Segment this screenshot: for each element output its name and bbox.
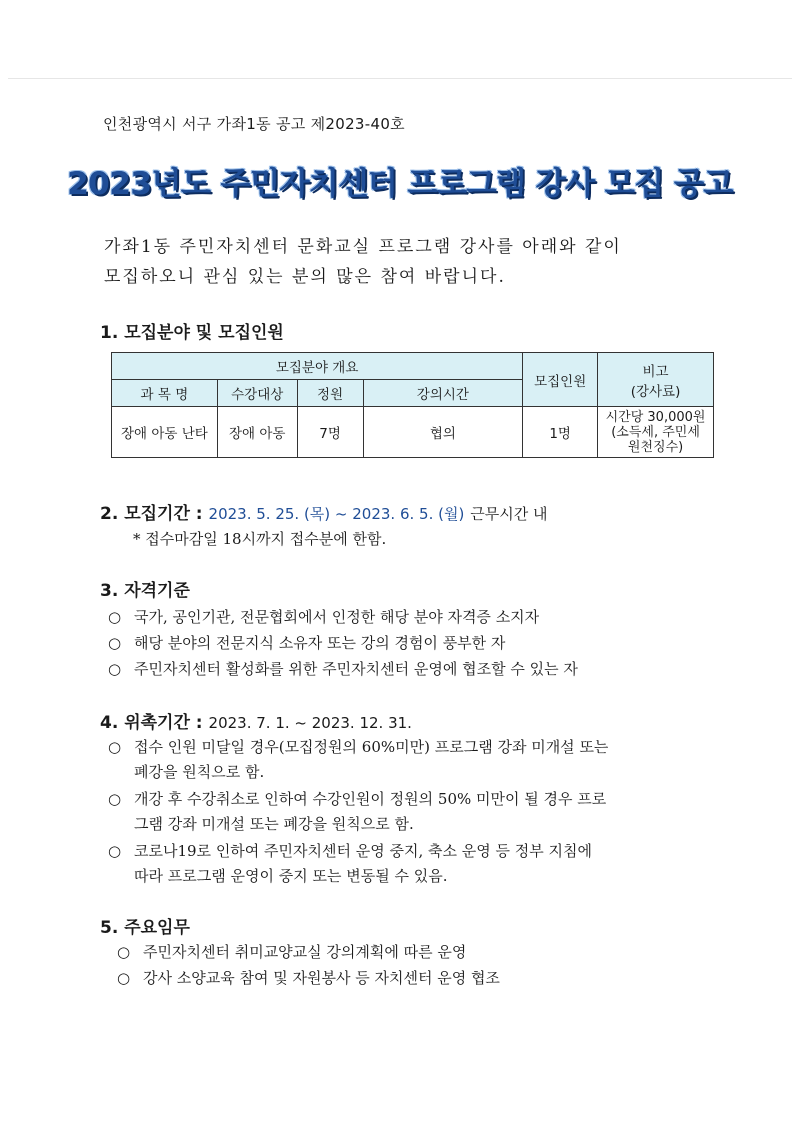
list-item-continuation: 폐강을 원칙으로 함. [134, 763, 265, 781]
top-divider [8, 78, 792, 79]
cell-subject: 장애 아동 난타 [112, 407, 218, 458]
cell-target: 장애 아동 [217, 407, 297, 458]
cell-capacity: 7명 [297, 407, 363, 458]
cell-time: 협의 [363, 407, 523, 458]
table-header-target: 수강대상 [217, 380, 297, 407]
circle-bullet-icon: ○ [108, 790, 122, 808]
section-1-heading: 1. 모집분야 및 모집인원 [100, 323, 284, 343]
intro-line-2: 모집하오니 관심 있는 분의 많은 참여 바랍니다. [104, 267, 506, 287]
section-5-heading: 5. 주요임무 [100, 918, 190, 938]
appointment-period: 2023. 7. 1. ~ 2023. 12. 31. [208, 714, 412, 732]
list-item-continuation: 따라 프로그램 운영이 중지 또는 변동될 수 있음. [134, 867, 448, 885]
cell-note [598, 407, 714, 458]
section-2 [100, 499, 547, 524]
table-header-capacity: 정원 [297, 380, 363, 407]
section-4-heading: 4. 위촉기간 : [100, 713, 203, 733]
circle-bullet-icon: ○ [108, 634, 122, 652]
circle-bullet-icon: ○ [108, 608, 122, 626]
cell-recruits: 1명 [523, 407, 598, 458]
circle-bullet-icon: ○ [117, 969, 131, 987]
list-item-continuation: 그램 강좌 미개설 또는 폐강을 원칙으로 함. [134, 815, 414, 833]
note-line-2: (소득세, 주민세 [611, 424, 700, 440]
list-item: ○ 강사 소양교육 참여 및 자원봉사 등 자치센터 운영 협조 [117, 969, 500, 987]
circle-bullet-icon: ○ [108, 738, 122, 756]
page-title: 2023년도 주민자치센터 프로그램 강사 모집 공고 [67, 166, 733, 202]
section-3-heading: 3. 자격기준 [100, 581, 190, 601]
list-item: ○ 개강 후 수강취소로 인하여 수강인원이 정원의 50% 미만이 될 경우 프로 [108, 790, 607, 808]
intro-paragraph [104, 232, 724, 292]
circle-bullet-icon: ○ [108, 842, 122, 860]
table-header-subject: 과 목 명 [112, 380, 218, 407]
table-header-note [598, 353, 714, 407]
notice-number: 인천광역시 서구 가좌1동 공고 제2023-40호 [103, 115, 405, 133]
list-item: ○ 해당 분야의 전문지식 소유자 또는 강의 경험이 풍부한 자 [108, 634, 506, 652]
note-line-3: 원천징수) [627, 439, 684, 455]
recruit-period-suffix: 근무시간 내 [470, 505, 548, 523]
list-item: ○ 접수 인원 미달일 경우(모집정원의 60%미만) 프로그램 강좌 미개설 또는 [108, 738, 609, 756]
section-4 [100, 708, 412, 733]
intro-line-1: 가좌1동 주민자치센터 문화교실 프로그램 강사를 아래와 같이 [104, 237, 622, 257]
table-header-recruits: 모집인원 [523, 353, 598, 407]
list-item: ○ 국가, 공인기관, 전문협회에서 인정한 해당 분야 자격증 소지자 [108, 608, 540, 626]
list-item: ○ 코로나19로 인하여 주민자치센터 운영 중지, 축소 운영 등 정부 지침에 [108, 842, 593, 860]
section-2-heading: 2. 모집기간 : [100, 504, 203, 524]
table-group-header: 모집분야 개요 [112, 353, 523, 380]
deadline-note: * 접수마감일 18시까지 접수분에 한함. [133, 530, 387, 548]
table-header-time: 강의시간 [363, 380, 523, 407]
list-item: ○ 주민자치센터 활성화를 위한 주민자치센터 운영에 협조할 수 있는 자 [108, 660, 578, 678]
list-item: ○ 주민자치센터 취미교양교실 강의계획에 따른 운영 [117, 943, 467, 961]
note-line-1: 시간당 30,000원 [605, 409, 706, 425]
recruit-period: 2023. 5. 25. (목) ~ 2023. 6. 5. (월) [208, 505, 465, 523]
table-row [112, 407, 714, 458]
circle-bullet-icon: ○ [108, 660, 122, 678]
circle-bullet-icon: ○ [117, 943, 131, 961]
note-header-line-2: (강사료) [630, 383, 681, 400]
note-header-line-1: 비고 [642, 363, 669, 380]
recruitment-table [111, 352, 714, 458]
